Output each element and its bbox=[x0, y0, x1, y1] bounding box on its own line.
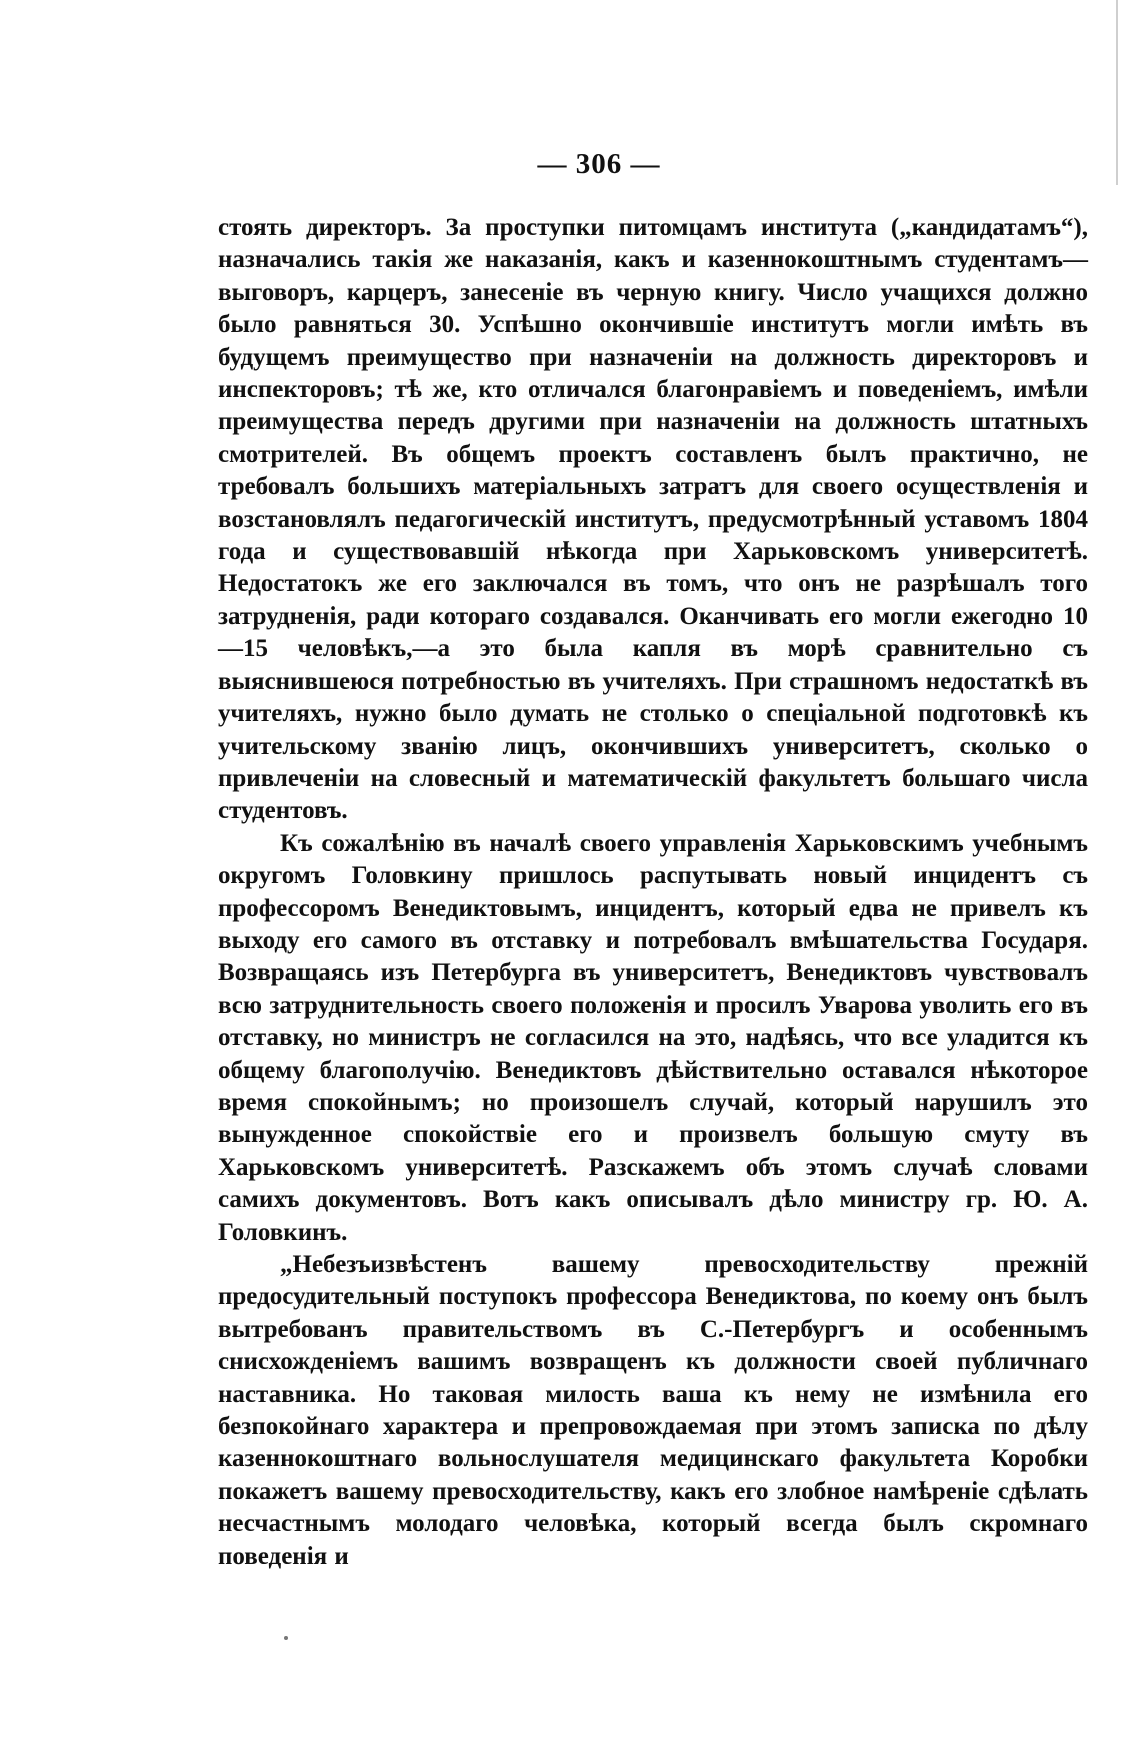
stray-ink-mark bbox=[284, 1636, 288, 1640]
body-text bbox=[218, 212, 1088, 1573]
page-number: — 306 — bbox=[537, 148, 661, 180]
paragraph-1: стоять директоръ. За проступки питомцамъ института („кандидатамъ“), назначались такія же наказанія, какъ и казеннокоштнымъ студентамъ—выговоръ, карцеръ, занесеніе въ черную книгу. Число учащихся должно было равняться 30. Успѣшно окончившіе институтъ могли имѣть въ будущемъ преимущество при назначеніи на должность директоровъ и инспекторовъ; тѣ же, кто отличался благонравіемъ и поведеніемъ, имѣли преимущества передъ другими при назначеніи на должность штатныхъ смотрителей. Въ общемъ проектъ составленъ былъ практично, не требовалъ большихъ матеріальныхъ затратъ для своего осуществленія и возстановлялъ педагогическій институтъ, предусмотрѣнный уставомъ 1804 года и существовавшій нѣкогда при Харьковскомъ университетѣ. Недостатокъ же его заключался въ томъ, что онъ не разрѣшалъ того затрудненія, ради котораго создавался. Оканчивать его могли ежегодно 10—15 человѣкъ,—а это была капля въ морѣ сравнительно съ выяснившеюся потребностью въ учителяхъ. При страшномъ недостаткѣ въ учителяхъ, нужно было думать не столько о спеціальной подготовкѣ къ учительскому званію лицъ, окончившихъ университетъ, сколько о привлеченіи на словесный и математическій факультетъ большаго числа студентовъ. bbox=[218, 214, 1088, 825]
paragraph-2: Къ сожалѣнію въ началѣ своего управленія Харьковскимъ учебнымъ округомъ Головкину пришлось распутывать новый инцидентъ съ профессоромъ Венедиктовымъ, инцидентъ, который едва не привелъ къ выходу его самого въ отставку и потребовалъ вмѣшательства Государя. Возвращаясь изъ Петербурга въ университетъ, Венедиктовъ чувствовалъ всю затруднительность своего положенія и просилъ Уварова уволить его въ отставку, но министръ не согласился на это, надѣясь, что все уладится къ общему благополучію. Венедиктовъ дѣйствительно оставался нѣкоторое время спокойнымъ; но произошелъ случай, который нарушилъ это вынужденное спокойствіе его и произвелъ большую смуту въ Харьковскомъ университетѣ. Разскажемъ объ этомъ случаѣ словами самихъ документовъ. Вотъ какъ описывалъ дѣло министру гр. Ю. А. Головкинъ. bbox=[218, 829, 1088, 1246]
paragraph-3: „Небезъизвѣстенъ вашему превосходительству прежній предосудительный поступокъ профессора Венедиктова, по коему онъ былъ вытребованъ правительствомъ въ С.-Петербургъ и особеннымъ снисхожденіемъ вашимъ возвращенъ къ должности своей публичнаго наставника. Но таковая милость ваша къ нему не измѣнила его безпокойнаго характера и препровождаемая при этомъ записка по дѣлу казеннокоштнаго вольнослушателя медицинскаго факультета Коробки покажетъ вашему превосходительству, какъ его злобное намѣреніе сдѣлать несчастнымъ молодаго человѣка, который всегда былъ скромнаго поведенія и bbox=[218, 1251, 1088, 1570]
